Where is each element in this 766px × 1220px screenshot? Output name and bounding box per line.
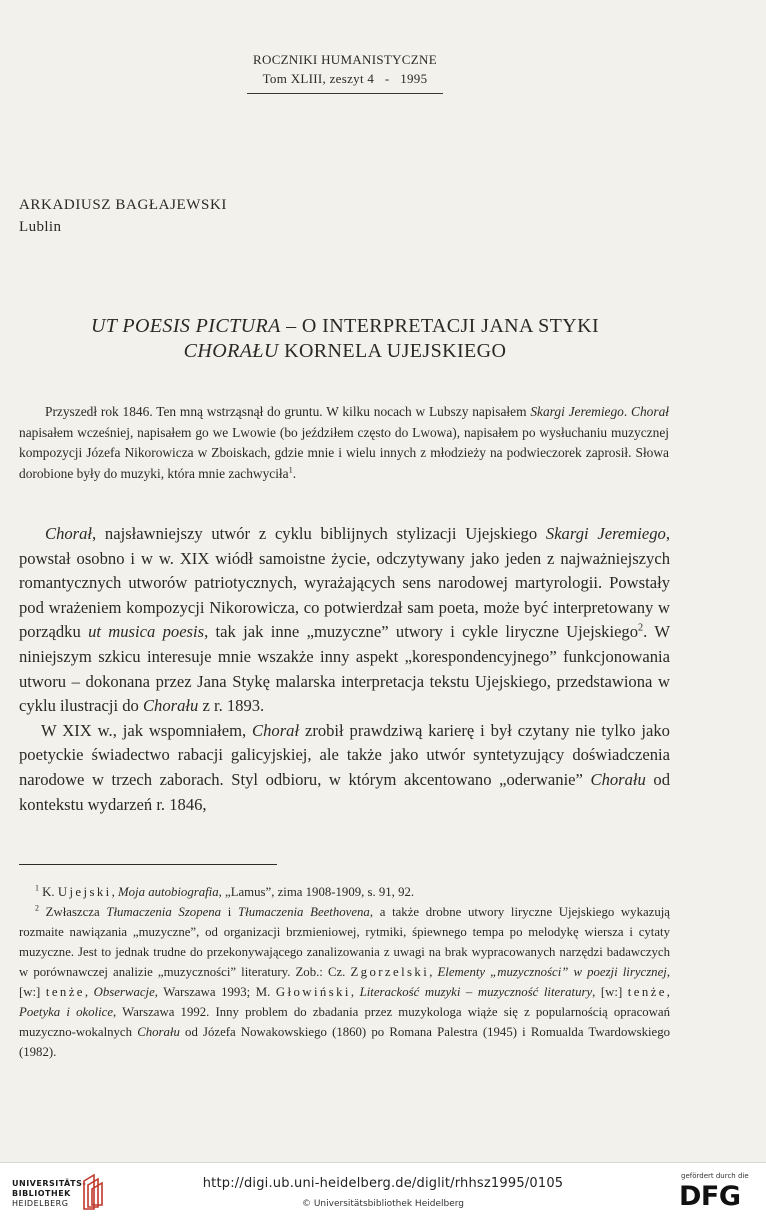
epigraph-text-2: . xyxy=(623,404,632,419)
body-paragraph-1 xyxy=(19,522,670,719)
fn2-italic-7: Chorału xyxy=(137,1025,180,1039)
epigraph-paragraph xyxy=(19,402,669,484)
title-line-2 xyxy=(0,339,690,364)
body-text xyxy=(19,522,670,817)
fn2-text-2: i xyxy=(221,905,239,919)
fn2-text-8: , xyxy=(350,985,360,999)
fn2-text-9: , [w:] xyxy=(592,985,628,999)
fn2-text-10: , xyxy=(666,985,670,999)
header-rule xyxy=(247,93,443,94)
title-rest-1: – O INTERPRETACJI JANA STYKI xyxy=(280,315,600,337)
p2-italic-1: Chorał xyxy=(252,720,300,740)
fn2-italic-5: Literackość muzyki – muzyczność literatury xyxy=(359,985,593,999)
fn2-text-7: , Warszawa 1993; M. xyxy=(154,985,276,999)
volume-issue: Tom XLIII, zeszyt 4 xyxy=(262,71,375,86)
title-italic-1: UT POESIS PICTURA xyxy=(90,315,281,337)
permalink-url[interactable]: http://digi.ub.uni-heidelberg.de/diglit/rhhsz1995/0105 xyxy=(202,1176,564,1191)
footnote-2 xyxy=(19,902,670,1062)
epigraph-text-1: Przyszedł rok 1846. Ten mną wstrząsnął do gruntu. W kilku nocach w Lubszy napisałem xyxy=(45,404,531,419)
fn1-spaced-1: Ujejski xyxy=(57,885,112,899)
viewer-footer xyxy=(0,1162,766,1220)
footnote-1-number: 1 xyxy=(35,883,39,893)
fn1-text-2: , xyxy=(111,885,118,899)
p2-text-2: zrobił prawdziwą karierę i był czytany nie tylko jako poetyckie świadectwo rabacji galicyjskiej, ale także jako utwór syntetyzujący doświadczenia narodowe w trzech zaborach. Styl odbioru, w którym akcentowano „oderwanie” xyxy=(19,720,670,789)
fn1-text-3: , „Lamus”, zima 1908-1909, s. 91, 92. xyxy=(218,885,415,899)
fn2-text-5: , [w:] xyxy=(19,965,671,999)
p1-italic-3: ut musica poesis xyxy=(88,622,205,642)
fn2-italic-1: Tłumaczenia Szopena xyxy=(106,905,222,919)
p1-text-5: z r. 1893. xyxy=(198,696,265,716)
epigraph-italic-2: Chorał xyxy=(631,404,669,419)
p1-text-1: , najsławniejszy utwór z cyklu biblijnych stylizacji Ujejskiego xyxy=(92,524,546,543)
epigraph-text-3: napisałem wcześniej, napisałem go we Lwowie (bo jeździłem często do Lwowa), napisałem po wysłuchaniu muzycznej kompozycji Józefa Nikorowicza w Zboiskach, gdzie mnie i wielu innych z młodzieży na podwieczorek zaprosił. Słowa dorobione były do muzyki, która mnie zachwyciła xyxy=(19,424,669,481)
fn2-text-12: od Józefa Nowakowskiego (1860) po Romana Palestra (1945) i Romualda Twardowskiego (1982). xyxy=(19,1025,671,1059)
author-name: ARKADIUSZ BAGŁAJEWSKI xyxy=(19,197,228,213)
volume-dash: - xyxy=(384,71,390,86)
title-line-1 xyxy=(0,314,690,339)
p1-text-4: . W niniejszym szkicu interesuje mnie wszakże inny aspekt „korespondencyjnego” funkcjonowania utworu – dokonana przez Jana Stykę malarska interpretacja tekstu Ujejskiego, przedstawiona w cyklu ilustracji do xyxy=(19,622,670,716)
p1-text-3: , tak jak inne „muzyczne” utwory i cykle liryczne Ujejskiego xyxy=(204,622,639,642)
library-logo-line-2: BIBLIOTHEK xyxy=(12,1189,71,1198)
library-logo-line-1: UNIVERSITÄTS- xyxy=(12,1179,87,1188)
p2-italic-2: Chorału xyxy=(590,769,646,789)
funded-by-label: gefördert durch die xyxy=(681,1172,749,1180)
fn2-text-3: , a także drobne utwory liryczne Ujejskiego wykazują rozmaite nawiązania „muzyczne”, od organizacji brzmieniowej, rytmiki, śpiewnego tempa po melodykę wiersza i cytaty muzyczne. Jest to jednak trudne do przekonywającego zanalizowania z uwagi na brak wypracowanych narzędzi badawczych w porównawczej analizie „muzyczności” literatury. Zob.: Cz. xyxy=(19,905,670,979)
fn2-italic-4: Obserwacje xyxy=(93,985,155,999)
epigraph-italic-1: Skargi Jeremiego xyxy=(530,404,624,419)
p2-text-1: W XIX w., jak wspomniałem, xyxy=(41,720,253,740)
fn2-text-4: , xyxy=(429,965,438,979)
author-place: Lublin xyxy=(19,219,62,235)
footnote-rule xyxy=(19,864,277,865)
fn2-spaced-2: tenże xyxy=(45,985,85,999)
fn1-text-1: K. xyxy=(38,885,58,899)
title-rest-2: KORNELA UJEJSKIEGO xyxy=(278,340,507,362)
fn2-italic-2: Tłumaczenia Beethovena xyxy=(238,905,370,919)
p1-italic-4: Chorału xyxy=(142,696,199,716)
fn2-text-11: , Warszawa 1992. Inny problem do zbadania przez muzykologa wiąże się z popularnością opracowań muzyczno-wokalnych xyxy=(19,1005,670,1039)
title-italic-2: CHORAŁU xyxy=(183,340,279,362)
author-block xyxy=(19,194,227,238)
fn1-italic-1: Moja autobiografia xyxy=(118,885,219,899)
p1-italic-2: Skargi Jeremiego xyxy=(545,524,666,543)
running-header xyxy=(0,50,690,88)
body-paragraph-2 xyxy=(19,719,670,817)
footnote-ref-1[interactable]: 1 xyxy=(288,465,293,475)
fn2-italic-3: Elementy „muzyczności” w poezji lirycznej xyxy=(437,965,667,979)
footnotes xyxy=(19,882,670,1062)
dfg-logo[interactable]: DFG xyxy=(679,1181,741,1212)
fn2-italic-6: Poetyka i okolice xyxy=(19,1005,114,1019)
footnote-ref-2[interactable]: 2 xyxy=(638,622,644,634)
article-title xyxy=(0,314,690,364)
p2-text-3: od kontekstu wydarzeń r. 1846, xyxy=(19,769,670,814)
epigraph-quote xyxy=(19,402,669,484)
volume-year: 1995 xyxy=(400,71,428,86)
footnote-1 xyxy=(19,882,670,902)
epigraph-text-4: . xyxy=(292,465,297,481)
journal-name: ROCZNIKI HUMANISTYCZNE xyxy=(253,52,437,67)
volume-line xyxy=(0,69,690,88)
library-logo-line-3: HEIDELBERG xyxy=(12,1199,69,1208)
p1-italic-1: Chorał xyxy=(45,524,93,543)
fn2-spaced-3: Głowiński xyxy=(275,985,351,999)
fn2-spaced-4: tenże xyxy=(627,985,667,999)
p1-text-2: , powstał osobno i w w. XIX wiódł samoistne życie, odczytywany jako jeden z najważniejszych romantycznych utworów patriotycznych, wyrażających sens narodowej martyrologii. Powstały pod wrażeniem kompozycji Nikorowicza, co potwierdzał sam poeta, może być interpretowany w porządku xyxy=(19,524,670,642)
fn2-text-1: Zwłaszcza xyxy=(38,905,107,919)
copyright-notice: © Universitätsbibliothek Heidelberg xyxy=(301,1199,464,1209)
fn2-spaced-1: Zgorzelski xyxy=(350,965,430,979)
footnote-2-number: 2 xyxy=(35,903,39,913)
fn2-text-6: , xyxy=(84,985,94,999)
